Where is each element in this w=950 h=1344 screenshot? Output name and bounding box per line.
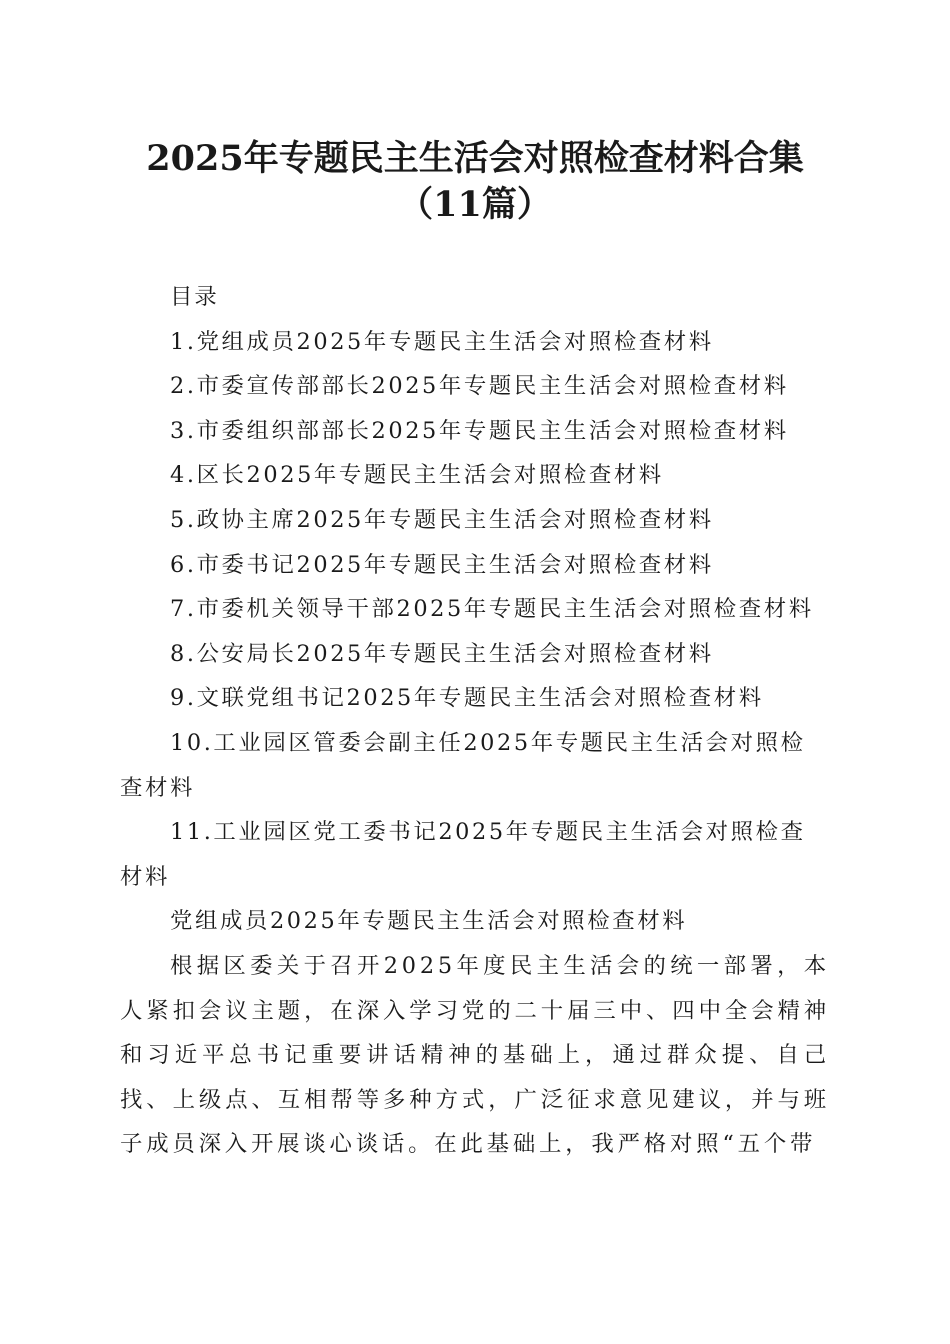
toc-item: 8.公安局长2025年专题民主生活会对照检查材料 [170,640,714,667]
toc-item: 9.文联党组书记2025年专题民主生活会对照检查材料 [170,685,764,712]
toc-item: 10.工业园区管委会副主任2025年专题民主生活会对照检查材料 [120,729,806,801]
toc-item: 11.工业园区党工委书记2025年专题民主生活会对照检查材料 [120,819,806,890]
toc-item: 2.市委宣传部部长2025年专题民主生活会对照检查材料 [170,373,789,400]
document-title-count: （11篇） [398,184,552,225]
toc-item: 7.市委机关领导干部2025年专题民主生活会对照检查材料 [170,596,814,623]
body-paragraph: 根据区委关于召开2025年度民主生活会的统一部署，本人紧扣会议主题，在深入学习党的二十届三中、四中全会精神和习近平总书记重要讲话精神的基础上，通过群众提、自己找、上级点、互相帮等多种方式，广泛征求意见建议，并与班子成员深入开展谈心谈话。在此基础上，我严格对照“五个带 [120,952,830,1158]
document-title: 2025年专题民主生活会对照检查材料合集 [146,138,804,179]
toc-item: 4.区长2025年专题民主生活会对照检查材料 [170,462,664,489]
document-body [120,275,830,1167]
toc-item: 6.市委书记2025年专题民主生活会对照检查材料 [170,551,714,578]
toc-item: 1.党组成员2025年专题民主生活会对照检查材料 [170,328,714,355]
section-heading: 党组成员2025年专题民主生活会对照检查材料 [170,908,688,935]
toc-heading: 目录 [170,284,219,310]
toc-item: 3.市委组织部部长2025年专题民主生活会对照检查材料 [170,417,789,444]
toc-item: 5.政协主席2025年专题民主生活会对照检查材料 [170,506,714,533]
